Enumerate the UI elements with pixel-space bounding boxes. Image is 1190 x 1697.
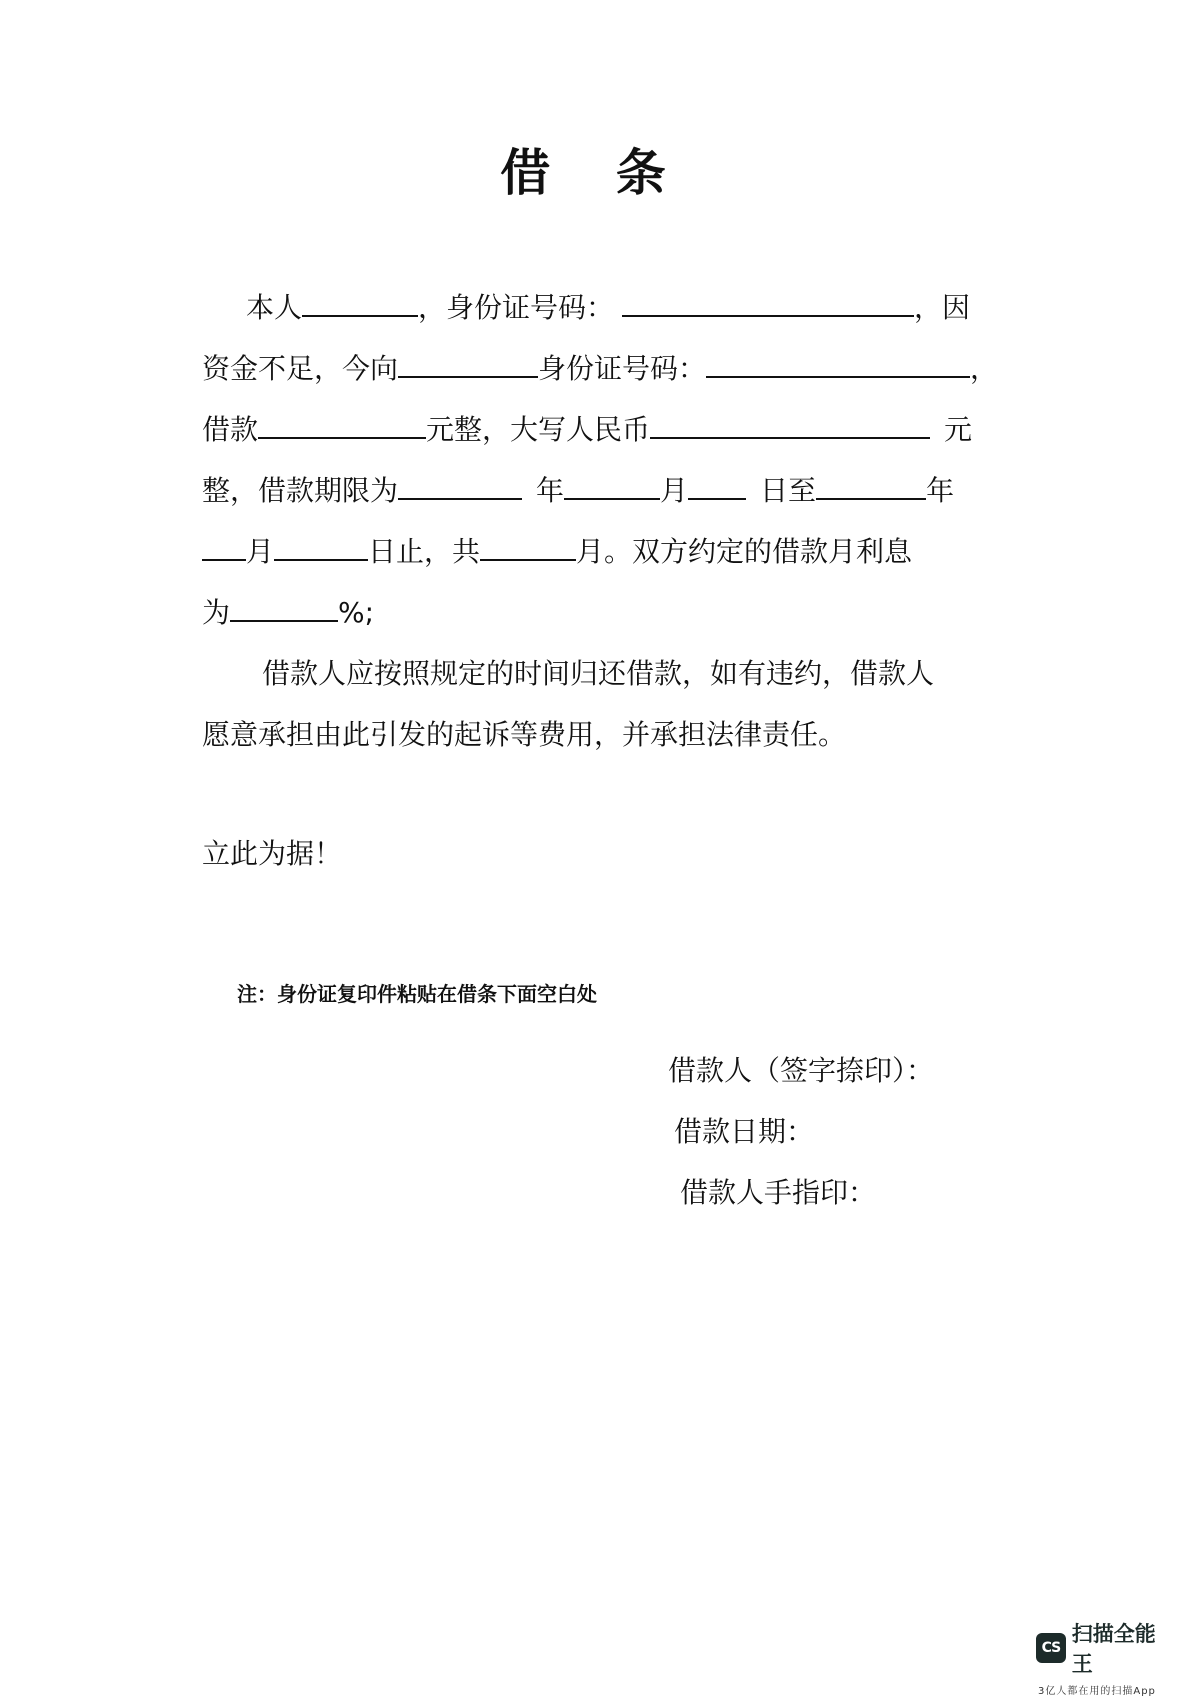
text-segment: 身份证号码：: [538, 352, 707, 385]
text-segment: 月。双方约定的借款月利息: [576, 535, 913, 568]
body-line-2: [202, 338, 1002, 399]
watermark-app-name: 扫描全能王: [1071, 1622, 1156, 1676]
body-line-6: [202, 582, 1002, 643]
end-month-blank: [202, 529, 246, 561]
watermark-brand-row: [1036, 1618, 1176, 1678]
end-day-blank: [274, 529, 368, 561]
amount-uppercase-blank: [650, 407, 930, 439]
text-segment: 本人: [246, 291, 303, 324]
text-segment: 为: [202, 596, 231, 629]
start-year-blank: [398, 468, 522, 500]
text-segment: ，因: [914, 291, 971, 324]
borrow-date-label: 借款日期：: [674, 1115, 815, 1148]
text-segment: 月: [660, 474, 689, 507]
text-segment: 日至: [760, 474, 817, 507]
body-line-1: [202, 277, 1002, 338]
body-line-4: [202, 460, 1002, 521]
watermark-tagline: 3亿人都在用的扫描App: [1038, 1686, 1156, 1697]
body-line-7: [202, 643, 1002, 704]
start-day-blank: [688, 468, 746, 500]
camscanner-logo-icon: CS: [1036, 1633, 1066, 1663]
text-segment: 借款人应按照规定的时间归还借款，如有违约，借款人: [262, 657, 935, 690]
borrower-signature-label: 借款人（签字捺印）：: [668, 1054, 935, 1087]
text-segment: 整，借款期限为: [202, 474, 399, 507]
text-segment: 日止，共: [368, 535, 481, 568]
text-segment: %;: [338, 596, 375, 629]
text-segment: ，: [970, 352, 999, 385]
body-line-8: [202, 704, 1002, 765]
borrower-id-blank: [622, 285, 914, 317]
id-copy-note: 注：身份证复印件粘贴在借条下面空白处: [237, 982, 597, 1006]
amount-blank: [258, 407, 426, 439]
closing-statement: 立此为据！: [202, 837, 343, 870]
interest-rate-blank: [230, 590, 338, 622]
borrower-name-blank: [302, 285, 418, 317]
text-segment: 年: [926, 474, 955, 507]
total-months-blank: [480, 529, 576, 561]
end-year-blank: [816, 468, 926, 500]
fingerprint-label: 借款人手指印：: [680, 1176, 877, 1209]
signature-block: [668, 1040, 934, 1223]
text-segment: 借款: [202, 413, 259, 446]
start-month-blank: [564, 468, 660, 500]
text-segment: 月: [246, 535, 275, 568]
text-segment: 元整，大写人民币: [426, 413, 651, 446]
text-segment: 元: [944, 413, 973, 446]
lender-name-blank: [398, 346, 538, 378]
lender-id-blank: [706, 346, 970, 378]
camscanner-watermark: [1036, 1618, 1176, 1697]
body-line-3: [202, 399, 1002, 460]
text-segment: 年: [536, 474, 565, 507]
text-segment: 愿意承担由此引发的起诉等费用，并承担法律责任。: [202, 718, 847, 751]
text-segment: 资金不足，今向: [202, 352, 399, 385]
body-line-5: [202, 521, 1002, 582]
loan-body: [202, 277, 1002, 765]
text-segment: ，身份证号码：: [418, 291, 615, 324]
document-title: 借 条: [500, 144, 690, 202]
